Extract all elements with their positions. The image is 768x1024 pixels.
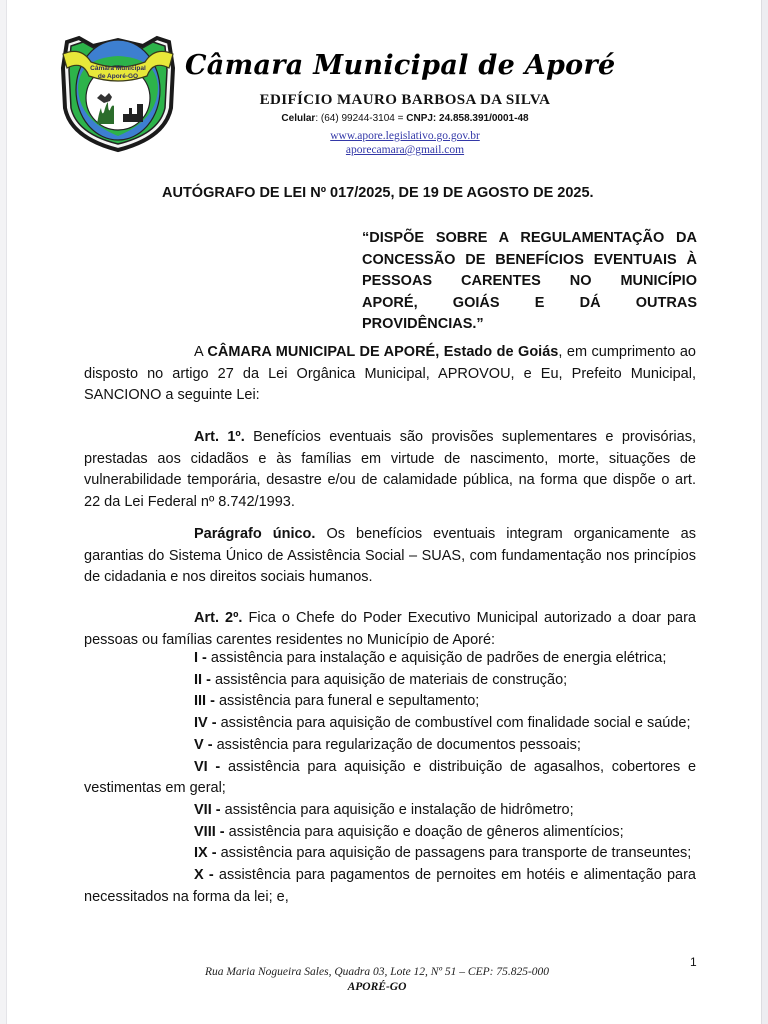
item-text: assistência para aquisição de passagens para transporte de transeuntes; xyxy=(220,845,692,862)
logo-banner-line2: de Aporé-GO xyxy=(97,73,139,80)
footer-address: Rua Maria Nogueira Sales, Quadra 03, Lote 12, Nº 51 – CEP: 75.825-000 xyxy=(204,966,550,978)
item-number: VII - xyxy=(194,801,221,818)
item-number: I - xyxy=(194,650,207,666)
contact-line: Celular: (64) 99244-3104 = CNPJ: 24.858.391/0001-48 xyxy=(281,113,529,124)
preamble-bold: CÂMARA MUNICIPAL DE APORÉ, Estado de Goiás xyxy=(207,344,559,360)
sole-paragraph-label: Parágrafo único. xyxy=(194,526,316,542)
item-number: VIII - xyxy=(194,823,225,840)
article-2 xyxy=(84,608,696,651)
summary-line: PROVIDÊNCIAS.” xyxy=(362,316,484,332)
item-text: assistência para aquisição e doação de gêneros alimentícios; xyxy=(228,823,624,840)
benefit-items-list xyxy=(84,648,696,908)
list-item xyxy=(84,713,696,735)
sole-paragraph xyxy=(84,524,696,589)
list-item xyxy=(84,757,696,800)
law-heading: AUTÓGRAFO DE LEI Nº 017/2025, DE 19 DE AGOSTO DE 2025. xyxy=(162,185,594,201)
summary-line: “DISPÕE SOBRE A REGULAMENTAÇÃO DA xyxy=(362,230,697,246)
phone-label: Celular xyxy=(281,113,316,124)
website-link[interactable]: www.apore.legislativo.go.gov.br xyxy=(330,130,480,142)
page-number: 1 xyxy=(690,955,697,969)
cnpj-number: 24.858.391/0001-48 xyxy=(439,113,529,124)
footer-city: APORÉ-GO xyxy=(347,981,407,993)
list-item xyxy=(84,822,696,844)
summary-line: PESSOAS CARENTES NO MUNICÍPIO xyxy=(362,273,697,289)
preamble-text: , em cumprimento ao disposto no artigo 27 da Lei Orgânica Municipal, APROVOU, e Eu, Prefeito Municipal, SANCIONO a seguinte Lei: xyxy=(84,344,696,403)
item-text: assistência para aquisição e distribuição de agasalhos, cobertores e vestimentas em geral; xyxy=(84,758,697,797)
item-number: II - xyxy=(194,671,211,688)
item-number: V - xyxy=(194,736,213,753)
phone-number: (64) 99244-3104 xyxy=(320,113,395,124)
item-number: IV - xyxy=(194,715,217,732)
list-item xyxy=(84,691,696,713)
list-item xyxy=(84,648,696,670)
summary-line: APORÉ, GOIÁS E DÁ OUTRAS xyxy=(362,294,697,311)
summary-line: CONCESSÃO DE BENEFÍCIOS EVENTUAIS À xyxy=(362,251,697,268)
item-text: assistência para pagamentos de pernoites em hotéis e alimentação para necessitados na forma da lei; e, xyxy=(84,867,696,905)
list-item xyxy=(84,800,696,822)
cnpj-label: CNPJ: xyxy=(406,113,437,124)
preamble-lead: A xyxy=(194,344,203,360)
item-text: assistência para aquisição de combustível com finalidade social e saúde; xyxy=(220,715,691,732)
item-text: assistência para instalação e aquisição de padrões de energia elétrica; xyxy=(210,650,667,666)
item-text: assistência para regularização de documentos pessoais; xyxy=(216,736,581,753)
list-item xyxy=(84,735,696,757)
item-text: assistência para aquisição e instalação de hidrômetro; xyxy=(224,801,574,818)
list-item xyxy=(84,843,696,865)
building-name: EDIFÍCIO MAURO BARBOSA DA SILVA xyxy=(259,92,551,108)
article-1 xyxy=(84,427,696,513)
item-number: IX - xyxy=(194,845,217,862)
logo-banner-line1: Câmara Municipal xyxy=(90,65,146,72)
item-number: III - xyxy=(194,693,215,710)
article-2-label: Art. 2º. xyxy=(194,610,243,626)
list-item xyxy=(84,865,696,908)
article-1-label: Art. 1º. xyxy=(194,429,245,445)
municipal-coat-of-arms-icon xyxy=(53,28,183,154)
sole-paragraph-text: Os benefícios eventuais integram organicamente as garantias do Sistema Único de Assistência Social – SUAS, com fundamentação nos princípios de cidadania e nos direitos sociais humanos. xyxy=(84,526,696,585)
contact-separator: = xyxy=(397,113,404,124)
email-link[interactable]: aporecamara@gmail.com xyxy=(345,144,465,156)
item-number: VI - xyxy=(194,758,221,775)
chamber-title: Câmara Municipal de Aporé xyxy=(185,50,616,81)
item-number: X - xyxy=(194,867,214,884)
item-text: assistência para aquisição de materiais de construção; xyxy=(214,671,568,688)
law-summary xyxy=(362,228,697,336)
preamble-paragraph xyxy=(84,342,696,407)
item-text: assistência para funeral e sepultamento; xyxy=(218,693,480,710)
list-item xyxy=(84,670,696,692)
article-1-text: Benefícios eventuais são provisões suplementares e provisórias, prestadas aos cidadãos e às famílias em virtude de nascimento, morte, situações de vulnerabilidade temporária, desastre e/ou de calamidade pública, na forma que dispõe o art. 22 da Lei Federal nº 8.742/1993. xyxy=(84,429,696,510)
article-2-text: Fica o Chefe do Poder Executivo Municipal autorizado a doar para pessoas ou famílias carentes residentes no Município de Aporé: xyxy=(84,610,696,648)
page-edge xyxy=(761,0,768,1024)
document-page xyxy=(6,0,763,1024)
